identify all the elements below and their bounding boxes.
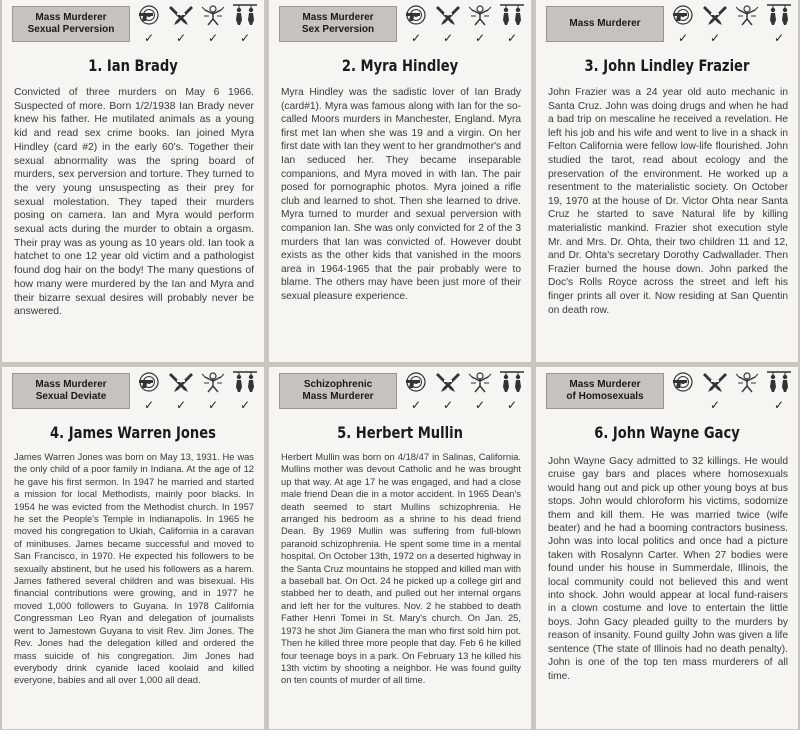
category-label	[546, 373, 664, 409]
category-line-2: of Homosexuals	[566, 391, 644, 402]
card-title: 3. John Lindley Frazier	[584, 56, 750, 75]
bound-figure-icon	[467, 371, 493, 398]
icon-cell	[668, 371, 698, 407]
bound-figure-icon	[200, 371, 226, 398]
card	[2, 367, 264, 729]
check-mark: ✓	[474, 31, 486, 45]
card	[269, 0, 531, 362]
card-bio: James Warren Jones was born on May 13, 1931. He was the only child of a poor family in Indiana. At the age of 12 he gave his first sermon. In 1947 he married and started a mission for local Methodists, mainly poor blacks. In 1954 he was evicted from the Methodist church. In 1957 he set the People's Temple in Indianapolis. In 1965 he moved his congregation to Ukiah, California in a caravan of minibuses. James became successful and moved to San Francisco, in 1970. He expected his followers to be sexually abstinent, but he used his followers as a harem. James fathered several children and was bisexual. His financial contributions were growing, and in 1977 he moved 1,000 followers to Guyana. In 1978 California Congressman Leo Ryan and delegation of journalists went to Jamestown Guyana to visit Rev. Jim Jones. The Rev. Jones had the delegation killed and ordered the mass suicide of his congregation. Jim Jones had everybody drink cyanide laced koolaid and killed everyone, babies and all over 1,000 all dead.	[14, 451, 254, 686]
check-mark: ✓	[175, 31, 187, 45]
icon-cell	[433, 371, 463, 412]
check-mark: ✓	[207, 398, 219, 412]
category-line-2: Sex Perversion	[301, 24, 375, 35]
card-bio: John Wayne Gacy admitted to 32 killings. He would cruise gay bars and places where homosexuals would hang out and pick up other young boys at bus stops. John would chloroform his victims, sodomize them and kill them. He was married twice (wife beater) and he had a booming contractors business. John was into local politics and once had a picture taken with Rosalynn Carter. When 27 bodies were found under his house in Summerdale, Illinois, the local community could not believed this and went into shock. John would appear at local fund-raisers in a clown costume and love to entertain the little boys. John Gacy pleaded guilty to the murders by reason of insanity. Found guilty John was given a life sentence (The state of Illinois had no death penalty). John is one of the top ten mass murderers of all time.	[548, 456, 788, 682]
card	[536, 367, 798, 729]
card-title: 4. James Warren Jones	[50, 423, 216, 442]
category-line-1: Mass Murderer	[35, 379, 107, 390]
card	[2, 0, 264, 362]
check-mark: ✓	[677, 31, 689, 45]
category-line-1: Schizophrenic	[303, 379, 373, 390]
check-mark: ✓	[709, 398, 721, 412]
icon-row	[668, 4, 794, 45]
crossed-knives-icon	[168, 4, 194, 31]
icon-cell	[198, 371, 228, 412]
hanged-figures-icon	[766, 371, 792, 398]
card-bio: Myra Hindley was the sadistic lover of Ian Brady (card#1). Myra was famous along with Ian for the so-called Moors murders in Manchester, England. Myra first met Ian when she was 19 and a virgin. On her first date with Ian they went to her grandmother's and Ian seduced her. They became inseparable companions, and Myra moved in with Ian. The pair posed for pornographic photos. Myra joined a rifle club and learned to shot. Then she learned to drive. Myra turned to murder and sexual perversion with companion Ian. She was only convicted for 2 of the 3 murders that Ian was convicted of. However doubt exists as the other kids that vanished in the moors area in 1964-1965 that the pair probably were to blame. The others may have been just more of their sexual pleasure experience.	[281, 87, 521, 302]
gun-target-icon	[403, 371, 429, 398]
check-mark: ✓	[239, 31, 251, 45]
check-mark: ✓	[506, 31, 518, 45]
icon-cell	[700, 4, 730, 45]
icon-cell	[764, 371, 794, 412]
check-mark: ✓	[207, 31, 219, 45]
card-title: 5. Herbert Mullin	[337, 423, 463, 442]
icon-cell	[700, 371, 730, 412]
crossed-knives-icon	[435, 4, 461, 31]
icon-cell	[433, 4, 463, 45]
check-mark: ✓	[175, 398, 187, 412]
category-label	[546, 6, 664, 42]
category-line-1: Mass Murderer	[569, 18, 641, 29]
crossed-knives-icon	[435, 371, 461, 398]
check-mark: ✓	[474, 398, 486, 412]
check-mark: ✓	[773, 31, 785, 45]
check-mark: ✓	[410, 398, 422, 412]
icon-cell	[465, 371, 495, 412]
gun-target-icon	[670, 4, 696, 31]
hanged-figures-icon	[499, 371, 525, 398]
bound-figure-icon	[734, 4, 760, 31]
gun-target-icon	[670, 371, 696, 398]
gun-target-icon	[136, 4, 162, 31]
card-title: 2. Myra Hindley	[341, 56, 459, 75]
icon-cell	[465, 4, 495, 45]
icon-cell	[134, 371, 164, 412]
crossed-knives-icon	[168, 371, 194, 398]
icon-cell	[497, 371, 527, 412]
icon-cell	[166, 371, 196, 412]
icon-cell	[732, 371, 762, 407]
check-mark: ✓	[506, 398, 518, 412]
icon-row	[668, 371, 794, 412]
category-label	[279, 6, 397, 42]
category-line-2: Sexual Deviate	[35, 391, 107, 402]
icon-row	[401, 4, 527, 45]
card-title: 1. Ian Brady	[88, 56, 178, 75]
icon-cell	[764, 4, 794, 45]
gun-target-icon	[403, 4, 429, 31]
check-mark: ✓	[143, 31, 155, 45]
check-mark: ✓	[442, 31, 454, 45]
check-mark: ✓	[773, 398, 785, 412]
hanged-figures-icon	[232, 4, 258, 31]
category-label	[12, 6, 130, 42]
category-line-2: Sexual Perversion	[27, 24, 115, 35]
crossed-knives-icon	[702, 4, 728, 31]
icon-cell	[668, 4, 698, 45]
bound-figure-icon	[734, 371, 760, 398]
gun-target-icon	[136, 371, 162, 398]
card	[269, 367, 531, 729]
hanged-figures-icon	[232, 371, 258, 398]
icon-cell	[198, 4, 228, 45]
hanged-figures-icon	[499, 4, 525, 31]
category-label	[12, 373, 130, 409]
check-mark: ✓	[239, 398, 251, 412]
icon-cell	[230, 4, 260, 45]
check-mark: ✓	[442, 398, 454, 412]
icon-cell	[230, 371, 260, 412]
check-mark: ✓	[143, 398, 155, 412]
category-line-1: Mass Murderer	[35, 12, 107, 23]
category-line-2: Mass Murderer	[302, 391, 374, 402]
icon-cell	[732, 4, 762, 40]
category-line-1: Mass Murderer	[302, 12, 374, 23]
card-bio: Herbert Mullin was born on 4/18/47 in Salinas, California. Mullins mother was devout Catholic and he was brought up that way. At age 17 he was engaged, and had a close male friend Dean die in a motor accident. In 1965 Dean's death seemed to start Mullins schizophrenia. He arranged his bedroom as a shrine to his dead friend Dean. By 1969 Mullin was suffering from full-blown paranoid schizophrenia. He spent some time in a mental hospital. On October 13th, 1972 on a deserted highway in the Santa Cruz mountains he stopped and killed man with a baseball bat. On Oct. 24 he picked up a college girl and stabbed her to death, and pulled out her internal organs and left her for the vultures. Nov. 2 he stabbed to death Father Henri Tomei in St. Mary's church. On Jan. 25, 1973 he shot Jim Gianera the man who first sold him pot. Then he killed three more people that day. Feb 6 he killed four teenage boys in a park. On February 13 he killed his 13th victim by shooting a neighbor. He was found guilty on ten counts of murder of all time.	[281, 451, 521, 686]
category-line-1: Mass Murderer	[569, 379, 641, 390]
icon-row	[134, 371, 260, 412]
crossed-knives-icon	[702, 371, 728, 398]
card-bio: John Frazier was a 24 year old auto mechanic in Santa Cruz. John was doing drugs and when he had a bad trip on mescaline he received a revelation. He left his job and his wife and went to live in a shack in Felton California were fellow low-life flourished. John studied the tarot, read about ecology and the preservation of the environment. He worked up a resentment to the materialistic society. On October 19, 1970 at the house of Dr. Victor Ohta near Santa Cruz he started to save Natural life by killing materialistic mankind. Frazier shot execution style Mr. and Mrs. Dr. Ohta, their two children 11 and 12, and Dr. Ohta's secretary Dorothy Cadwallader. Then Frazier burned the house down. John parked the Doc's Rolls Royce across the street and left his finger prints all over it. Now residing at San Quentin on death row.	[548, 87, 788, 316]
card-bio: Convicted of three murders on May 6 1966. Suspected of more. Born 1/2/1938 Ian Brady never knew his father. He mutilated animals as a young kid and read sex crime books. Ian joined Myra Hindley (card #2) in the early 60's. Together their sexual abnormality was the spring board of murders, sex perversion and torture. They turned to the very young unsuspecting as their prey for sexual molestation. They taped their murders posing on camera. Ian and Myra would perform sexual acts during the murder to obtain a orgasm. Their pray was as young as 10 years old. Ian took a hatchet to one 12 year old victim and a pathologist found dog hair on the body! The many questions of how many were murdered by the Ian and Myra and their bizarre sexual desires will probably never be answered.	[14, 87, 254, 318]
icon-cell	[134, 4, 164, 45]
icon-cell	[401, 4, 431, 45]
category-label	[279, 373, 397, 409]
bound-figure-icon	[200, 4, 226, 31]
check-mark: ✓	[709, 31, 721, 45]
icon-cell	[497, 4, 527, 45]
check-mark: ✓	[410, 31, 422, 45]
hanged-figures-icon	[766, 4, 792, 31]
icon-cell	[166, 4, 196, 45]
icon-row	[401, 371, 527, 412]
icon-cell	[401, 371, 431, 412]
icon-row	[134, 4, 260, 45]
bound-figure-icon	[467, 4, 493, 31]
card	[536, 0, 798, 362]
card-title: 6. John Wayne Gacy	[594, 423, 740, 442]
